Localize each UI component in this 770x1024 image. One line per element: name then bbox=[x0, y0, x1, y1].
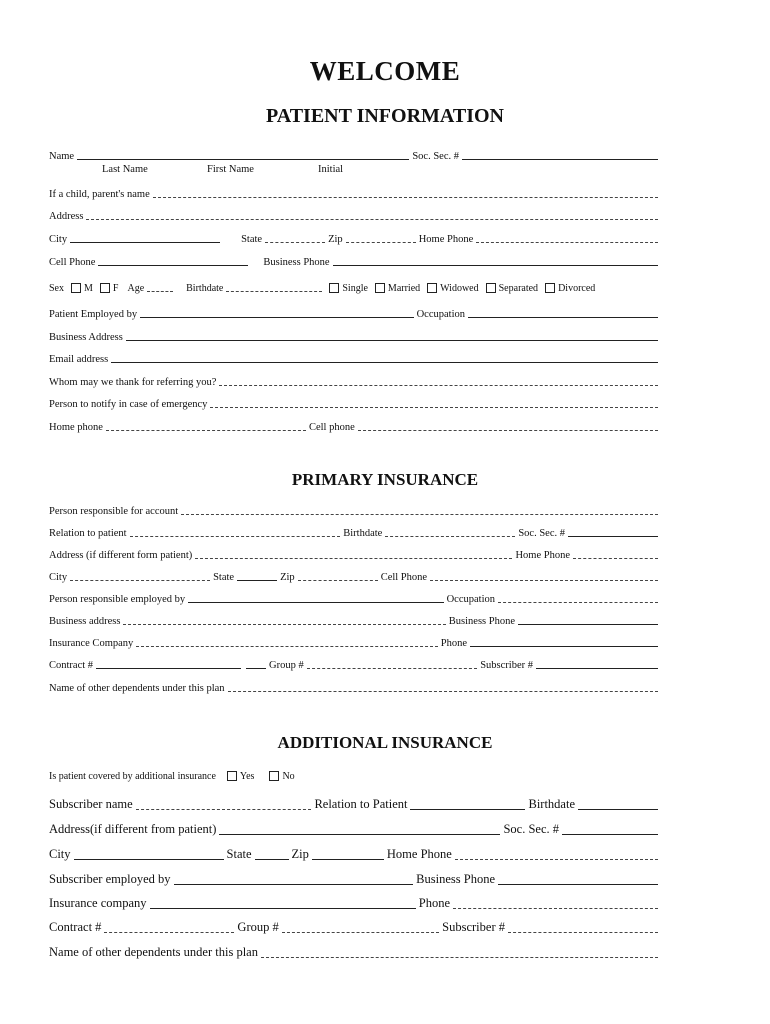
row-additional-city bbox=[49, 846, 661, 862]
additional-soc-sec-field[interactable] bbox=[562, 834, 658, 835]
single-checkbox[interactable] bbox=[329, 283, 339, 293]
covered-no-label: No bbox=[282, 771, 295, 782]
primary-soc-sec-field[interactable] bbox=[568, 536, 658, 537]
group-label: Group # bbox=[269, 660, 304, 671]
additional-dependents-field[interactable] bbox=[261, 957, 658, 958]
primary-employed-label: Person responsible employed by bbox=[49, 594, 186, 605]
referral-field[interactable] bbox=[219, 385, 658, 386]
occupation-label: Occupation bbox=[416, 309, 465, 320]
additional-phone-field[interactable] bbox=[453, 908, 658, 909]
primary-business-phone-label: Business Phone bbox=[448, 616, 515, 627]
business-phone-label: Business Phone bbox=[263, 257, 330, 268]
dependents-field[interactable] bbox=[228, 691, 658, 692]
additional-home-phone-label: Home Phone bbox=[386, 847, 452, 861]
additional-zip-field[interactable] bbox=[312, 859, 384, 860]
primary-cell-phone-label: Cell Phone bbox=[380, 572, 428, 583]
section-title-primary-insurance: PRIMARY INSURANCE bbox=[291, 470, 479, 489]
employed-by-field[interactable] bbox=[140, 317, 414, 318]
row-responsible bbox=[49, 503, 661, 517]
state-field[interactable] bbox=[265, 242, 325, 243]
additional-dependents-label: Name of other dependents under this plan bbox=[49, 945, 258, 959]
primary-home-phone-label: Home Phone bbox=[515, 550, 570, 561]
row-primary-business bbox=[49, 613, 661, 627]
section-title-additional-insurance: ADDITIONAL INSURANCE bbox=[277, 733, 493, 752]
additional-address-field[interactable] bbox=[219, 834, 500, 835]
row-subscriber-name bbox=[49, 796, 661, 812]
primary-business-address-label: Business address bbox=[49, 616, 121, 627]
cell-phone-field[interactable] bbox=[98, 265, 248, 266]
last-name-caption: Last Name bbox=[102, 164, 148, 175]
home-phone-label: Home Phone bbox=[418, 234, 474, 245]
responsible-label: Person responsible for account bbox=[49, 506, 179, 517]
row-additional-dependents bbox=[49, 944, 661, 960]
sex-f-checkbox[interactable] bbox=[100, 283, 110, 293]
row-email bbox=[49, 351, 661, 365]
row-employed-by bbox=[49, 306, 661, 320]
home-phone2-label: Home phone bbox=[49, 422, 103, 433]
single-label: Single bbox=[342, 283, 368, 294]
additional-group-field[interactable] bbox=[282, 932, 439, 933]
row-relation bbox=[49, 525, 661, 539]
additional-group-label: Group # bbox=[237, 920, 279, 934]
group-lead-field[interactable] bbox=[246, 668, 266, 669]
emergency-field[interactable] bbox=[210, 407, 658, 408]
primary-city-field[interactable] bbox=[70, 580, 210, 581]
sex-f-label: F bbox=[112, 283, 119, 294]
initial-caption: Initial bbox=[318, 164, 344, 175]
primary-address-field[interactable] bbox=[195, 558, 512, 559]
parent-name-field[interactable] bbox=[153, 197, 658, 198]
referral-label: Whom may we thank for referring you? bbox=[49, 377, 217, 388]
primary-city-label: City bbox=[49, 572, 68, 583]
primary-zip-label: Zip bbox=[280, 572, 295, 583]
primary-phone-label: Phone bbox=[440, 638, 467, 649]
business-phone-field[interactable] bbox=[333, 265, 658, 266]
primary-occupation-label: Occupation bbox=[446, 594, 495, 605]
additional-address-label: Address(if different from patient) bbox=[49, 822, 217, 836]
married-label: Married bbox=[387, 283, 421, 294]
additional-insurance-company-field[interactable] bbox=[150, 908, 416, 909]
additional-employed-label: Subscriber employed by bbox=[49, 872, 171, 886]
primary-birthdate-field[interactable] bbox=[385, 536, 515, 537]
relation-field[interactable] bbox=[130, 536, 341, 537]
section-title-patient-information: PATIENT INFORMATION bbox=[266, 105, 504, 127]
covered-yes-checkbox[interactable] bbox=[227, 771, 237, 781]
row-parent-name bbox=[49, 186, 661, 200]
insurance-company-field[interactable] bbox=[136, 646, 437, 647]
age-field[interactable] bbox=[147, 291, 173, 292]
city-label: City bbox=[49, 234, 68, 245]
additional-zip-label: Zip bbox=[291, 847, 309, 861]
additional-city-field[interactable] bbox=[74, 859, 224, 860]
birthdate-field[interactable] bbox=[226, 291, 322, 292]
additional-business-phone-field[interactable] bbox=[498, 884, 658, 885]
sex-label: Sex bbox=[49, 283, 64, 294]
additional-contract-label: Contract # bbox=[49, 920, 102, 934]
row-insurance-company bbox=[49, 635, 661, 649]
cell-phone2-label: Cell phone bbox=[308, 422, 355, 433]
additional-home-phone-field[interactable] bbox=[455, 859, 658, 860]
email-label: Email address bbox=[49, 354, 109, 365]
additional-contract-field[interactable] bbox=[104, 932, 234, 933]
home-phone2-field[interactable] bbox=[106, 430, 306, 431]
subscriber-name-label: Subscriber name bbox=[49, 797, 133, 811]
row-primary-employed bbox=[49, 591, 661, 605]
additional-city-label: City bbox=[49, 847, 71, 861]
email-field[interactable] bbox=[111, 362, 658, 363]
covered-label: Is patient covered by additional insurance bbox=[49, 771, 216, 782]
additional-birthdate-field[interactable] bbox=[578, 809, 658, 810]
zip-label: Zip bbox=[328, 234, 343, 245]
contract-field[interactable] bbox=[96, 668, 241, 669]
subscriber-label: Subscriber # bbox=[480, 660, 533, 671]
zip-field[interactable] bbox=[346, 242, 416, 243]
page-title: WELCOME bbox=[309, 56, 461, 86]
subscriber-name-field[interactable] bbox=[136, 809, 312, 810]
primary-cell-phone-field[interactable] bbox=[430, 580, 658, 581]
row-city bbox=[49, 231, 661, 245]
address-field[interactable] bbox=[86, 219, 658, 220]
primary-occupation-field[interactable] bbox=[498, 602, 658, 603]
primary-state-label: State bbox=[213, 572, 235, 583]
additional-subscriber-label: Subscriber # bbox=[442, 920, 505, 934]
additional-birthdate-label: Birthdate bbox=[528, 797, 575, 811]
primary-birthdate-label: Birthdate bbox=[343, 528, 383, 539]
primary-phone-field[interactable] bbox=[470, 646, 658, 647]
additional-subscriber-field[interactable] bbox=[508, 932, 658, 933]
emergency-label: Person to notify in case of emergency bbox=[49, 399, 208, 410]
primary-state-field[interactable] bbox=[237, 580, 277, 581]
cell-phone2-field[interactable] bbox=[358, 430, 658, 431]
responsible-field[interactable] bbox=[181, 514, 658, 515]
additional-business-phone-label: Business Phone bbox=[416, 872, 495, 886]
business-address-label: Business Address bbox=[49, 332, 123, 343]
additional-state-field[interactable] bbox=[255, 859, 289, 860]
state-label: State bbox=[241, 234, 263, 245]
separated-label: Separated bbox=[498, 283, 539, 294]
birthdate-label: Birthdate bbox=[186, 283, 224, 294]
business-address-field[interactable] bbox=[126, 340, 658, 341]
row-referral bbox=[49, 374, 661, 388]
primary-employed-field[interactable] bbox=[188, 602, 443, 603]
row-emergency bbox=[49, 396, 661, 410]
row-additional-employed bbox=[49, 871, 661, 887]
married-checkbox[interactable] bbox=[375, 283, 385, 293]
soc-sec-field[interactable] bbox=[462, 159, 658, 160]
subscriber-field[interactable] bbox=[536, 668, 658, 669]
additional-phone-label: Phone bbox=[418, 896, 450, 910]
occupation-field[interactable] bbox=[468, 317, 658, 318]
widowed-label: Widowed bbox=[440, 283, 479, 294]
age-label: Age bbox=[127, 283, 145, 294]
row-name bbox=[49, 148, 661, 162]
row-dependents bbox=[49, 680, 661, 694]
row-additional-contract bbox=[49, 919, 661, 935]
row-additional-insurance-company bbox=[49, 895, 661, 911]
contract-label: Contract # bbox=[49, 660, 94, 671]
parent-name-label: If a child, parent's name bbox=[49, 189, 150, 200]
covered-no-checkbox[interactable] bbox=[269, 771, 279, 781]
group-field[interactable] bbox=[307, 668, 477, 669]
row-primary-address bbox=[49, 547, 661, 561]
row-primary-city bbox=[49, 569, 661, 583]
soc-sec-label: Soc. Sec. # bbox=[412, 151, 459, 162]
widowed-checkbox[interactable] bbox=[427, 283, 437, 293]
row-business-address bbox=[49, 329, 661, 343]
address-label: Address bbox=[49, 211, 84, 222]
primary-home-phone-field[interactable] bbox=[573, 558, 658, 559]
separated-checkbox[interactable] bbox=[486, 283, 496, 293]
name-field[interactable] bbox=[77, 159, 409, 160]
relation-label: Relation to patient bbox=[49, 528, 127, 539]
row-covered bbox=[49, 768, 661, 782]
dependents-label: Name of other dependents under this plan bbox=[49, 683, 225, 694]
additional-employed-field[interactable] bbox=[174, 884, 414, 885]
divorced-label: Divorced bbox=[558, 283, 596, 294]
row-address bbox=[49, 208, 661, 222]
additional-insurance-company-label: Insurance company bbox=[49, 896, 147, 910]
employed-by-label: Patient Employed by bbox=[49, 309, 138, 320]
row-sex-age-status bbox=[49, 280, 661, 294]
additional-relation-label: Relation to Patient bbox=[314, 797, 408, 811]
name-label: Name bbox=[49, 151, 75, 162]
primary-soc-sec-label: Soc. Sec. # bbox=[518, 528, 565, 539]
divorced-checkbox[interactable] bbox=[545, 283, 555, 293]
primary-business-phone-field[interactable] bbox=[518, 624, 658, 625]
row-home-cell-phone bbox=[49, 419, 661, 433]
primary-business-address-field[interactable] bbox=[123, 624, 445, 625]
primary-zip-field[interactable] bbox=[298, 580, 378, 581]
row-contract bbox=[49, 657, 661, 671]
primary-address-label: Address (if different form patient) bbox=[49, 550, 193, 561]
sex-m-checkbox[interactable] bbox=[71, 283, 81, 293]
row-additional-address bbox=[49, 821, 661, 837]
sex-m-label: M bbox=[84, 283, 93, 294]
covered-yes-label: Yes bbox=[239, 771, 255, 782]
home-phone-field[interactable] bbox=[476, 242, 658, 243]
insurance-company-label: Insurance Company bbox=[49, 638, 134, 649]
additional-relation-field[interactable] bbox=[410, 809, 525, 810]
additional-state-label: State bbox=[226, 847, 252, 861]
additional-soc-sec-label: Soc. Sec. # bbox=[503, 822, 559, 836]
first-name-caption: First Name bbox=[207, 164, 254, 175]
cell-phone-label: Cell Phone bbox=[49, 257, 96, 268]
city-field[interactable] bbox=[70, 242, 220, 243]
row-cell-phone bbox=[49, 254, 661, 268]
